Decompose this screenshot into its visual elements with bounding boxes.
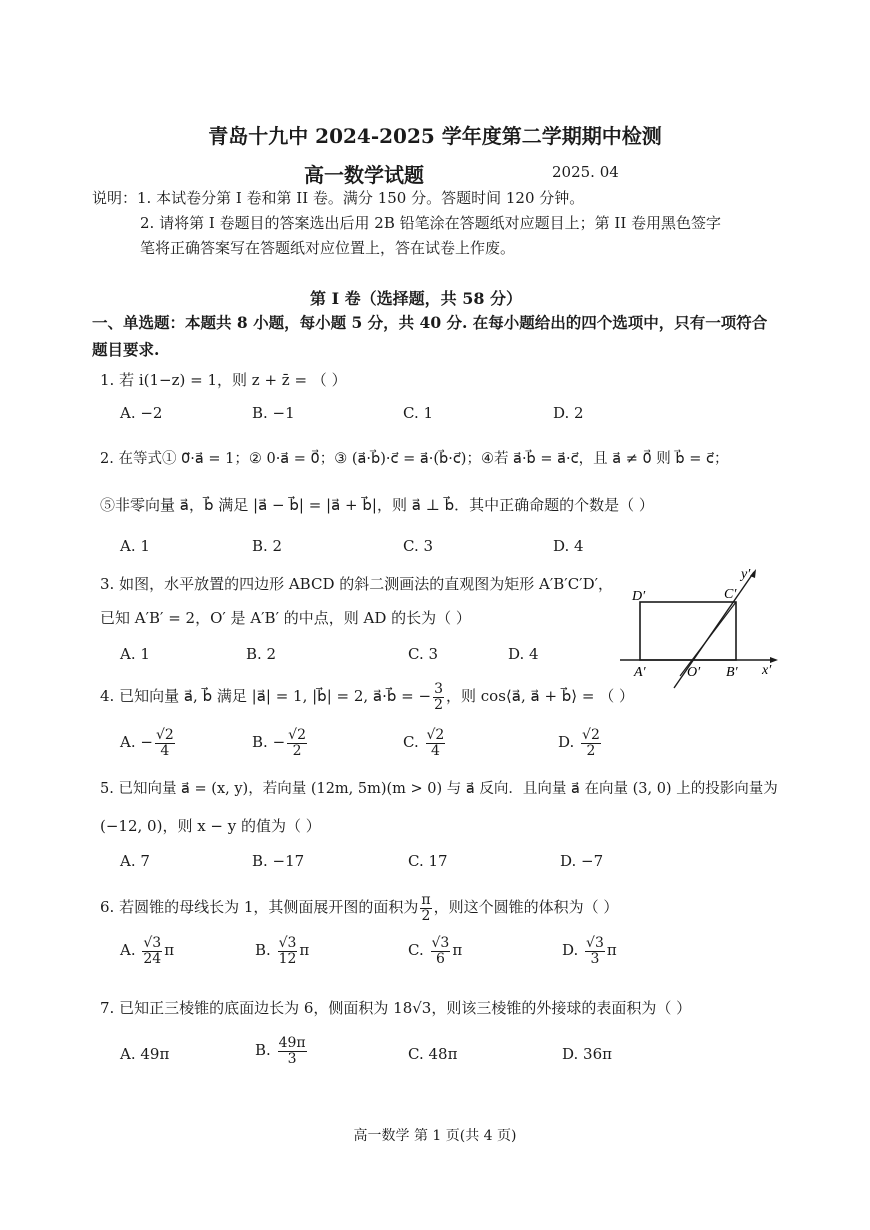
q4-b-numerator: √2 bbox=[288, 727, 306, 743]
question-2-stem-2: ⑤非零向量 a⃗，b⃗ 满足 |a⃗ − b⃗| = |a⃗ + b⃗|，则 a⃗ ⊥ b⃗．其中正确命题的个数是（ ） bbox=[100, 496, 654, 514]
question-7-stem: 7. 已知正三棱锥的底面边长为 6，侧面积为 18√3，则该三棱锥的外接球的表面积为（ ） bbox=[100, 999, 692, 1017]
q4-b-fraction bbox=[287, 728, 307, 758]
q6-b-label: B. bbox=[255, 941, 271, 960]
q7-b-denominator: 3 bbox=[287, 1050, 297, 1067]
q1-option-d: D. 2 bbox=[553, 404, 584, 422]
q2-option-c: C. 3 bbox=[403, 537, 434, 555]
question-3-stem-1: 3. 如图，水平放置的四边形 ABCD 的斜二测画法的直观图为矩形 A′B′C′D′， bbox=[100, 575, 614, 593]
q5-option-c: C. 17 bbox=[408, 852, 448, 870]
q4-d-denominator: 2 bbox=[586, 742, 596, 759]
q7-b-fraction bbox=[278, 1036, 307, 1066]
q6-option-b bbox=[255, 936, 309, 966]
question-1-stem: 1. 若 i(1−z) = 1，则 z + z̄ = （ ） bbox=[100, 371, 347, 389]
question-3-stem-2: 已知 A′B′ = 2，O′ 是 A′B′ 的中点，则 AD 的长为（ ） bbox=[100, 609, 471, 627]
q6-stem-fraction bbox=[420, 893, 431, 923]
q4-d-numerator: √2 bbox=[582, 727, 600, 743]
q4-stem-a: 4. 已知向量 a⃗, b⃗ 满足 |a⃗| = 1, |b⃗| = 2, a⃗·b⃗ = − bbox=[100, 687, 432, 706]
question-5-stem-2: (−12, 0)，则 x − y 的值为（ ） bbox=[100, 817, 321, 835]
q3-option-b: B. 2 bbox=[246, 645, 277, 663]
q4-option-d bbox=[558, 728, 603, 758]
note-line-1: 说明：1. 本试卷分第 I 卷和第 II 卷。满分 150 分。答题时间 120 分钟。 bbox=[92, 189, 585, 207]
q6-stem-a: 6. 若圆锥的母线长为 1，其侧面展开图的面积为 bbox=[100, 898, 419, 917]
q4-a-numerator: √2 bbox=[155, 727, 174, 743]
q4-stem-b: ，则 cos⟨a⃗, a⃗ + b⃗⟩ = （ ） bbox=[446, 687, 635, 706]
y-axis bbox=[674, 572, 754, 688]
q4-d-fraction bbox=[581, 728, 601, 758]
q6-c-denominator: 6 bbox=[435, 950, 445, 967]
q4-d-label: D. bbox=[558, 733, 575, 752]
q1-option-c: C. 1 bbox=[403, 404, 434, 422]
q6-c-fraction bbox=[431, 936, 451, 966]
q2-option-d: D. 4 bbox=[553, 537, 584, 555]
part1-instructions-2: 题目要求. bbox=[92, 340, 160, 359]
q6-d-numerator: √3 bbox=[586, 935, 604, 951]
q7-option-b bbox=[255, 1036, 309, 1066]
q3-option-c: C. 3 bbox=[408, 645, 439, 663]
q4-option-c bbox=[403, 728, 447, 758]
label-d: D′ bbox=[632, 589, 646, 604]
q5-option-a: A. 7 bbox=[120, 852, 150, 870]
page-footer: 高一数学 第 1 页(共 4 页) bbox=[353, 1128, 517, 1144]
q4-stem-denominator: 2 bbox=[434, 696, 444, 713]
q1-option-a: A. −2 bbox=[120, 404, 163, 422]
q6-d-fraction bbox=[585, 936, 605, 966]
q6-c-numerator: √3 bbox=[431, 935, 450, 951]
question-6-stem bbox=[100, 893, 618, 923]
label-b: B′ bbox=[726, 665, 738, 680]
q6-b-pi: π bbox=[299, 941, 310, 960]
question-4-stem bbox=[100, 682, 634, 712]
q5-option-d: D. −7 bbox=[560, 852, 604, 870]
q6-option-a bbox=[120, 936, 174, 966]
q4-a-denominator: 4 bbox=[160, 742, 170, 759]
q6-stem-numerator: π bbox=[421, 892, 431, 908]
q6-d-pi: π bbox=[606, 941, 617, 960]
q1-option-b: B. −1 bbox=[252, 404, 295, 422]
q7-option-d: D. 36π bbox=[562, 1045, 612, 1063]
q6-option-c bbox=[408, 936, 462, 966]
part1-instructions-1: 一、单选题：本题共 8 小题，每小题 5 分，共 40 分. 在每小题给出的四个选项中，只有一项符合 bbox=[92, 313, 768, 332]
note-line-3: 笔将正确答案写在答题纸对应位置上，答在试卷上作废。 bbox=[140, 239, 516, 257]
q6-stem-denominator: 2 bbox=[421, 907, 431, 924]
q7-b-numerator: 49π bbox=[278, 1035, 306, 1051]
q6-d-label: D. bbox=[562, 941, 579, 960]
q4-a-label: A. bbox=[120, 733, 136, 752]
q4-c-denominator: 4 bbox=[430, 742, 440, 759]
q4-a-sign: − bbox=[140, 733, 153, 752]
q6-c-pi: π bbox=[452, 941, 463, 960]
q3-option-d: D. 4 bbox=[508, 645, 539, 663]
q4-b-denominator: 2 bbox=[292, 742, 302, 759]
q7-b-label: B. bbox=[255, 1041, 271, 1060]
note-line-2: 2. 请将第 I 卷题目的答案选出后用 2B 铅笔涂在答题纸对应题目上；第 II 卷用黑色签字 bbox=[140, 214, 722, 232]
q3-figure bbox=[608, 560, 788, 700]
q3-option-a: A. 1 bbox=[120, 645, 150, 663]
q2-option-a: A. 1 bbox=[120, 537, 150, 555]
label-o: O′ bbox=[687, 665, 701, 680]
q6-a-numerator: √3 bbox=[143, 935, 162, 951]
q6-b-fraction bbox=[278, 936, 298, 966]
exam-subtitle: 高一数学试题 bbox=[304, 163, 424, 187]
q6-option-d bbox=[562, 936, 617, 966]
q4-option-a bbox=[120, 728, 177, 758]
q6-a-pi: π bbox=[164, 941, 175, 960]
q7-option-a: A. 49π bbox=[120, 1045, 170, 1063]
section-heading: 第 I 卷（选择题，共 58 分） bbox=[310, 289, 523, 308]
q4-c-numerator: √2 bbox=[426, 727, 445, 743]
q4-c-fraction bbox=[426, 728, 446, 758]
q4-stem-fraction bbox=[433, 682, 444, 712]
q6-stem-b: ，则这个圆锥的体积为（ ） bbox=[433, 898, 619, 917]
q4-b-sign: − bbox=[272, 733, 286, 752]
q6-a-fraction bbox=[142, 936, 162, 966]
q6-d-denominator: 3 bbox=[590, 950, 600, 967]
q6-b-denominator: 12 bbox=[278, 950, 297, 967]
q4-stem-numerator: 3 bbox=[434, 681, 444, 697]
q4-a-fraction bbox=[155, 728, 175, 758]
label-c: C′ bbox=[724, 587, 737, 602]
q2-option-b: B. 2 bbox=[252, 537, 283, 555]
label-x: x′ bbox=[762, 663, 772, 678]
q4-option-b bbox=[252, 728, 309, 758]
q6-a-label: A. bbox=[120, 941, 136, 960]
q7-option-c: C. 48π bbox=[408, 1045, 458, 1063]
q4-b-label: B. bbox=[252, 733, 268, 752]
question-5-stem-1: 5. 已知向量 a⃗ = (x, y)，若向量 (12m, 5m)(m > 0) 与 a⃗ 反向．且向量 a⃗ 在向量 (3, 0) 上的投影向量为 bbox=[100, 781, 778, 797]
label-a: A′ bbox=[634, 665, 646, 680]
q6-a-denominator: 24 bbox=[143, 950, 162, 967]
exam-title: 青岛十九中 2024-2025 学年度第二学期期中检测 bbox=[208, 124, 662, 148]
q6-c-label: C. bbox=[408, 941, 424, 960]
exam-date: 2025. 04 bbox=[552, 163, 619, 181]
rectangle-abcd bbox=[640, 602, 736, 660]
q5-option-b: B. −17 bbox=[252, 852, 305, 870]
q4-c-label: C. bbox=[403, 733, 419, 752]
q6-b-numerator: √3 bbox=[278, 935, 297, 951]
question-2-stem-1: 2. 在等式① 0⃗·a⃗ = 1；② 0·a⃗ = 0⃗；③ (a⃗·b⃗)·c⃗ = a⃗·(b⃗·c⃗)；④若 a⃗·b⃗ = a⃗·c⃗，且 a⃗ ≠ 0⃗ 则 b⃗ = c⃗； bbox=[100, 451, 729, 467]
label-y: y′ bbox=[741, 567, 751, 582]
